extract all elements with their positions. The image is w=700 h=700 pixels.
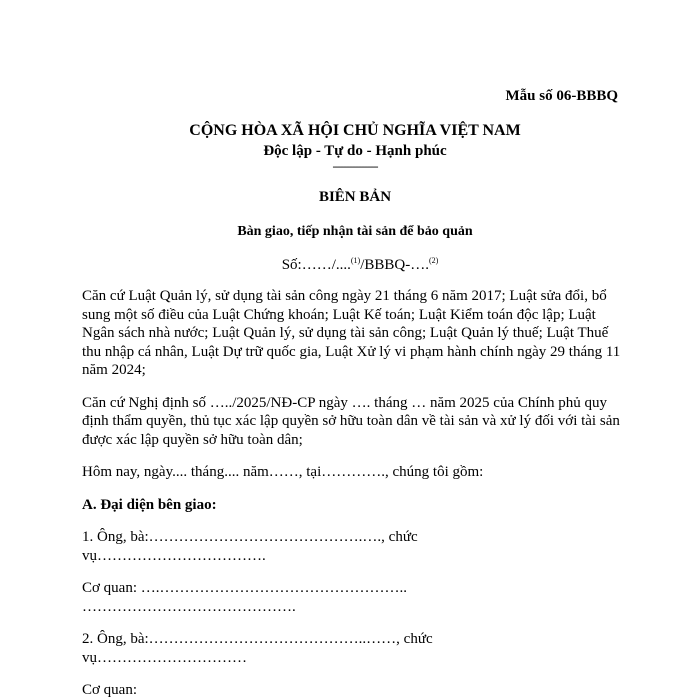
document-number xyxy=(10,256,700,274)
legal-basis-paragraph: Căn cứ Luật Quản lý, sử dụng tài sản công ngày 21 tháng 6 năm 2017; Luật sửa đổi, bổ sung một số điều của Luật Chứng khoán; Luật Kế toán; Luật Kiểm toán độc lập; Luật Ngân sách nhà nước; Luật Quản lý, sử dụng tài sản công; Luật Quản lý thuế; Luật Thuế thu nhập cá nhân, Luật Dự trữ quốc gia, Luật Xử lý vi phạm hành chính ngày 29 tháng 11 năm 2024; xyxy=(82,288,621,378)
number-prefix: Số:……/.... xyxy=(281,257,351,273)
number-middle: /BBBQ-…. xyxy=(360,257,429,273)
footnote-ref-2: (2) xyxy=(428,256,439,265)
footnote-ref-1: (1) xyxy=(350,256,361,265)
national-header xyxy=(0,120,700,171)
rep2-name-line: 2. Ông, bà:……………………………………..……, chức xyxy=(82,631,433,647)
meeting-intro-paragraph: Hôm nay, ngày.... tháng.... năm……, tại…………., chúng tôi gồm: xyxy=(82,464,484,480)
rep1-name-line: 1. Ông, bà:…………………………………….…., chức xyxy=(82,529,418,545)
decree-basis-paragraph: Căn cứ Nghị định số …../2025/NĐ-CP ngày …. tháng … năm 2025 của Chính phủ quy định thẩm quyền, thủ tục xác lập quyền sở hữu toàn dân về tài sản và xử lý đối với tài sản được xác lập quyền sở hữu toàn dân; xyxy=(82,394,620,448)
spacer xyxy=(82,667,627,681)
national-motto: Độc lập - Tự do - Hạnh phúc xyxy=(263,143,447,159)
header-rule: --------------- xyxy=(332,159,378,173)
org1-continuation-line: ……………………………………. xyxy=(82,598,296,615)
org1-line: Cơ quan: ….………………………………………….. xyxy=(82,580,408,596)
spacer xyxy=(82,565,627,579)
section-a-heading: A. Đại diện bên giao: xyxy=(82,496,217,513)
spacer xyxy=(82,616,627,630)
rep2-position-line: vụ………………………… xyxy=(82,649,247,666)
document-subtitle: Bàn giao, tiếp nhận tài sản để bảo quản xyxy=(237,224,473,239)
org2-line: Cơ quan: xyxy=(82,682,138,698)
form-code: Mẫu số 06-BBBQ xyxy=(505,88,618,104)
rep1-position-line: vụ……………………………. xyxy=(82,547,266,564)
document-title: BIÊN BẢN xyxy=(318,189,392,205)
nation-name: CỘNG HÒA XÃ HỘI CHỦ NGHĨA VIỆT NAM xyxy=(189,122,521,139)
document-body xyxy=(82,287,627,700)
